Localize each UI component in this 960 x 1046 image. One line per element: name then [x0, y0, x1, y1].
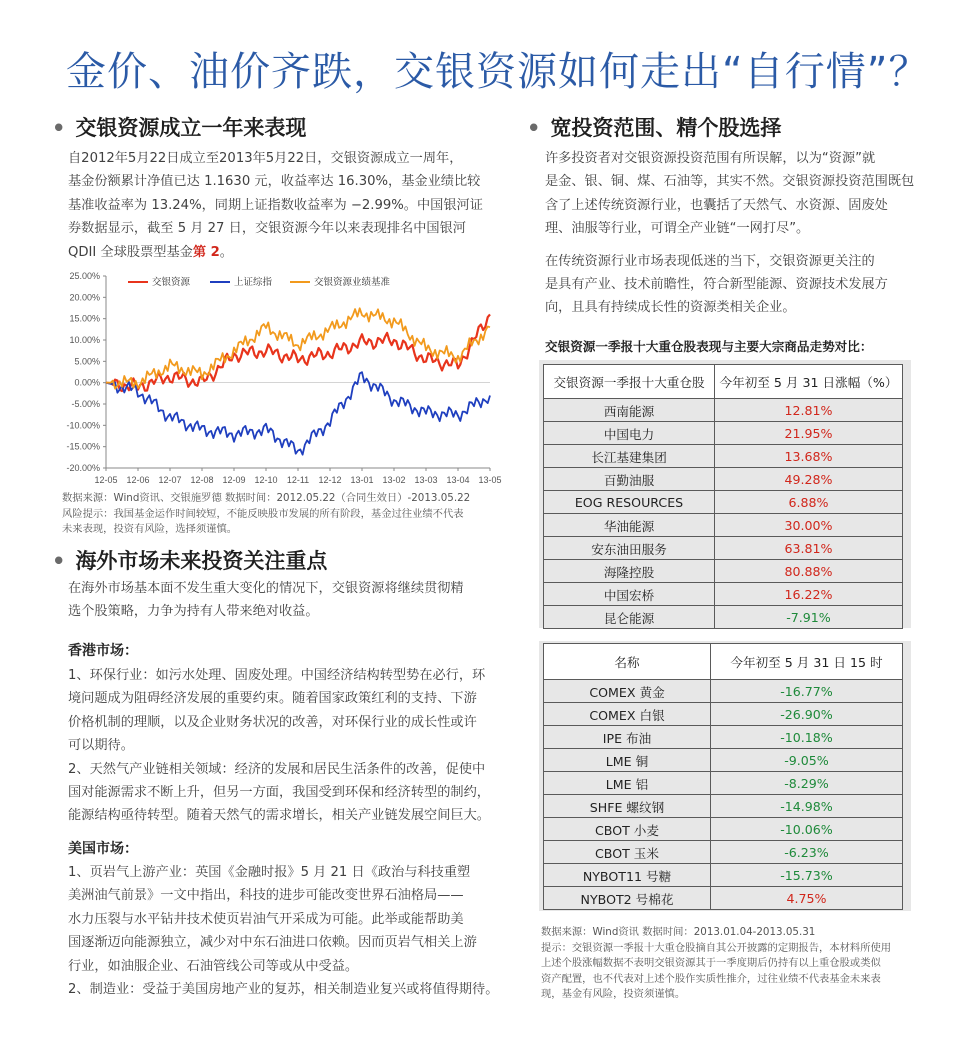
text-line: 自2012年5月22日成立至2013年5月22日，交银资源成立一周年，: [68, 151, 463, 166]
row-value-cell: 80.88%: [715, 560, 903, 583]
row-name-cell: NYBOT2 号棉花: [544, 887, 711, 910]
performance-paragraph: [68, 147, 508, 264]
text-line: 许多投资者对交银资源投资范围有所误解，以为“资源”就: [545, 151, 876, 166]
row-name-cell: COMEX 黄金: [544, 680, 711, 703]
legend-label: 交银资源: [152, 277, 191, 288]
row-value-cell: 49.28%: [715, 468, 903, 491]
row-value-cell: -26.90%: [711, 703, 903, 726]
text-line: 2、天然气产业链相关领域：经济的发展和居民生活条件的改善，促使中: [68, 761, 486, 777]
table-row: [544, 560, 903, 583]
row-value-cell: 63.81%: [715, 537, 903, 560]
table-header-row: [544, 365, 903, 399]
text-line: 可以期待。: [68, 738, 134, 754]
text-line: 2、制造业：受益于美国房地产业的复苏，相关制造业复兴或将值得期待。: [68, 982, 499, 998]
row-name-cell: 百勤油服: [544, 468, 715, 491]
text-line: 向，且具有持续成长性的资源类相关企业。: [545, 300, 796, 316]
series-line-2: [106, 308, 490, 388]
note-line: 资产配置，也不代表对上述个股作实质性推介，过往业绩不代表基金未来表: [541, 972, 881, 985]
text-line: 在海外市场基本面不发生重大变化的情况下，交银资源将继续贯彻精: [68, 581, 464, 596]
x-tick-label: 13-02: [382, 475, 406, 485]
text-line: 基金份额累计净值已达 1.1630 元，收益率达 16.30%，基金业绩比较: [68, 174, 481, 190]
bullet-icon: •: [52, 116, 66, 140]
us-market-title: 美国市场：: [68, 841, 138, 857]
chart-source-note: [62, 491, 512, 538]
x-tick-label: 12-08: [190, 475, 214, 485]
row-name-cell: CBOT 玉米: [544, 841, 711, 864]
table-row: [544, 468, 903, 491]
table-row: [544, 583, 903, 606]
y-tick-label: 25.00%: [69, 271, 100, 281]
table-row: [544, 864, 903, 887]
page-title: 金价、油价齐跌，交银资源如何走出“自行情”？: [66, 49, 930, 95]
y-tick-label: 15.00%: [69, 313, 100, 324]
us-market-text: [68, 861, 508, 1001]
column-header: 今年初至 5 月 31 日 15 时: [711, 644, 903, 680]
legend-label: 交银资源业绩基准: [314, 277, 391, 288]
row-value-cell: 16.22%: [715, 583, 903, 606]
row-name-cell: COMEX 白银: [544, 703, 711, 726]
table-row: [544, 795, 903, 818]
y-tick-label: -15.00%: [66, 441, 100, 452]
text-line: 含了上述传统资源行业，也囊括了天然气、水资源、固废处: [545, 197, 888, 213]
table-row: [544, 491, 903, 514]
text-line: 能源结构亟待转型。随着天然气的需求增长，相关产业链发展空间巨大。: [68, 808, 490, 824]
row-value-cell: -15.73%: [711, 864, 903, 887]
row-value-cell: 12.81%: [715, 399, 903, 422]
table-row: [544, 887, 903, 910]
table-row: [544, 606, 903, 629]
row-name-cell: LME 铝: [544, 772, 711, 795]
text-line: 是具有产业、技术前瞻性，符合新型能源、资源技术发展方: [545, 277, 888, 293]
text-line: 水力压裂与水平钻井技术使页岩油气开采成为可能。此举或能帮助美: [68, 911, 464, 927]
text-line: 是金、银、铜、煤、石油等，其实不然。交银资源投资范围既包: [545, 174, 915, 190]
x-tick-label: 12-07: [158, 475, 182, 485]
spacer: [545, 241, 915, 250]
column-header: 交银资源一季报十大重仓股: [544, 365, 715, 399]
section-heading-investment-range: [527, 112, 781, 142]
x-tick-label: 12-10: [254, 475, 278, 485]
x-tick-label: 13-05: [478, 475, 502, 485]
row-value-cell: -9.05%: [711, 749, 903, 772]
text-span: QDII 全球股票型基金: [68, 244, 193, 260]
x-tick-label: 12-11: [286, 475, 310, 485]
row-value-cell: 4.75%: [711, 887, 903, 910]
note-line: 提示：交银资源一季报十大重仓股摘自其公开披露的定期报告，本材料所使用: [541, 941, 892, 954]
text-span: 。: [219, 244, 233, 260]
y-tick-label: 10.00%: [69, 335, 100, 345]
text-line: [68, 241, 508, 264]
row-name-cell: NYBOT11 号糖: [544, 864, 711, 887]
table-body: [544, 399, 903, 629]
hk-market-text: [68, 664, 508, 828]
overseas-intro: [68, 577, 508, 624]
hk-market-title: 香港市场：: [68, 643, 138, 659]
text-line: 价格机制的理顺，以及企业财务状况的改善，对环保行业的成长性或许: [68, 714, 477, 730]
performance-line-chart: [62, 266, 510, 488]
row-value-cell: 13.68%: [715, 445, 903, 468]
table-row: [544, 422, 903, 445]
commodities-table: [543, 643, 903, 910]
text-line: 美洲油气前景》一文中指出，科技的进步可能改变世界石油格局——: [68, 888, 464, 904]
row-name-cell: 海隆控股: [544, 560, 715, 583]
row-value-cell: -16.77%: [711, 680, 903, 703]
text-line: 基准收益率为 13.24%，同期上证指数收益率为 −2.99%。中国银河证: [68, 197, 483, 213]
table-row: [544, 818, 903, 841]
row-value-cell: 30.00%: [715, 514, 903, 537]
y-tick-label: -5.00%: [71, 399, 100, 409]
text-line: 境问题成为阻碍经济发展的重要约束。随着国家政策红利的支持、下游: [68, 691, 477, 707]
section-heading-performance: [52, 112, 306, 142]
y-tick-label: -10.00%: [66, 420, 100, 431]
table-row: [544, 514, 903, 537]
column-header: 今年初至 5 月 31 日涨幅（%）: [715, 365, 903, 399]
table-row: [544, 445, 903, 468]
text-line: 券数据显示，截至 5 月 27 日，交银资源今年以来表现排名中国银河: [68, 221, 466, 237]
legend-label: 上证综指: [234, 277, 273, 288]
row-name-cell: CBOT 小麦: [544, 818, 711, 841]
row-value-cell: 6.88%: [715, 491, 903, 514]
chart-svg: [62, 266, 510, 488]
y-tick-label: 5.00%: [74, 356, 100, 367]
table-row: [544, 703, 903, 726]
note-line: 风险提示：我国基金运作时间较短，不能反映股市发展的所有阶段，基金过往业绩不代表: [62, 507, 464, 520]
row-name-cell: LME 铜: [544, 749, 711, 772]
text-line: 1、环保行业：如污水处理、固废处理。中国经济结构转型势在必行，环: [68, 668, 486, 683]
table-row: [544, 537, 903, 560]
column-header: 名称: [544, 644, 711, 680]
text-line: 理、油服等行业，可谓全产业链“一网打尽”。: [545, 221, 810, 237]
series-line-0: [106, 314, 490, 391]
row-name-cell: IPE 布油: [544, 726, 711, 749]
row-name-cell: 中国宏桥: [544, 583, 715, 606]
heading-text: 交银资源成立一年来表现: [75, 116, 307, 140]
x-tick-label: 12-12: [318, 475, 342, 485]
x-tick-label: 12-09: [222, 475, 246, 485]
row-name-cell: EOG RESOURCES: [544, 491, 715, 514]
text-line: 国逐渐迈向能源独立，减少对中东石油进口依赖。因而页岩气相关上游: [68, 935, 477, 951]
bullet-icon: •: [527, 116, 541, 140]
row-value-cell: -8.29%: [711, 772, 903, 795]
row-value-cell: -7.91%: [715, 606, 903, 629]
series-line-1: [106, 372, 490, 455]
row-name-cell: 昆仑能源: [544, 606, 715, 629]
row-name-cell: 安东油田服务: [544, 537, 715, 560]
holdings-table: [543, 364, 903, 629]
y-tick-label: 0.00%: [74, 377, 100, 388]
x-tick-label: 13-04: [446, 475, 470, 485]
x-tick-label: 13-01: [350, 475, 374, 485]
rank-highlight: 第 2: [192, 244, 220, 260]
row-name-cell: 中国电力: [544, 422, 715, 445]
text-line: 在传统资源行业市场表现低迷的当下，交银资源更关注的: [545, 253, 875, 269]
table-row: [544, 772, 903, 795]
table-source-note: [541, 925, 911, 1003]
bullet-icon: •: [52, 549, 66, 573]
table-row: [544, 726, 903, 749]
y-tick-label: 20.00%: [69, 292, 100, 303]
note-line: 上述个股涨幅数据不表明交银资源其于一季度期后仍持有以上重仓股或类似: [541, 957, 881, 969]
table-row: [544, 399, 903, 422]
heading-text: 海外市场未来投资关注重点: [75, 549, 328, 573]
note-line: 未来表现，投资有风险，选择须谨慎。: [62, 523, 238, 535]
row-value-cell: -10.06%: [711, 818, 903, 841]
table-row: [544, 841, 903, 864]
row-name-cell: 长江基建集团: [544, 445, 715, 468]
investment-range-text: [545, 147, 915, 320]
note-line: 数据来源：Wind资讯、交银施罗德 数据时间：2012.05.22（合同生效日）-2013.05.22: [62, 492, 471, 504]
table-body: [544, 680, 903, 910]
note-line: 数据来源：Wind资讯 数据时间：2013.01.04-2013.05.31: [541, 926, 816, 938]
table-row: [544, 680, 903, 703]
row-value-cell: -10.18%: [711, 726, 903, 749]
x-tick-label: 12-05: [94, 475, 118, 485]
text-line: 国对能源需求不断上升，但另一方面，我国受到环保和经济转型的制约，: [68, 785, 490, 801]
row-value-cell: 21.95%: [715, 422, 903, 445]
table-caption: 交银资源一季报十大重仓股表现与主要大宗商品走势对比：: [545, 339, 873, 354]
x-tick-label: 13-03: [414, 475, 438, 485]
table-row: [544, 749, 903, 772]
section-heading-overseas: [52, 545, 327, 575]
text-line: 行业，如油服企业、石油管线公司等或从中受益。: [68, 958, 359, 974]
text-line: 1、页岩气上游产业：英国《金融时报》5 月 21 日《政治与科技重塑: [68, 865, 471, 880]
table-header-row: [544, 644, 903, 680]
y-tick-label: -20.00%: [66, 463, 100, 473]
text-line: 选个股策略，力争为持有人带来绝对收益。: [68, 604, 319, 620]
row-name-cell: SHFE 螺纹钢: [544, 795, 711, 818]
row-value-cell: -14.98%: [711, 795, 903, 818]
row-value-cell: -6.23%: [711, 841, 903, 864]
heading-text: 宽投资范围、精个股选择: [550, 116, 782, 140]
row-name-cell: 华油能源: [544, 514, 715, 537]
x-tick-label: 12-06: [126, 475, 150, 485]
row-name-cell: 西南能源: [544, 399, 715, 422]
note-line: 现，基金有风险，投资须谨慎。: [541, 988, 686, 1000]
